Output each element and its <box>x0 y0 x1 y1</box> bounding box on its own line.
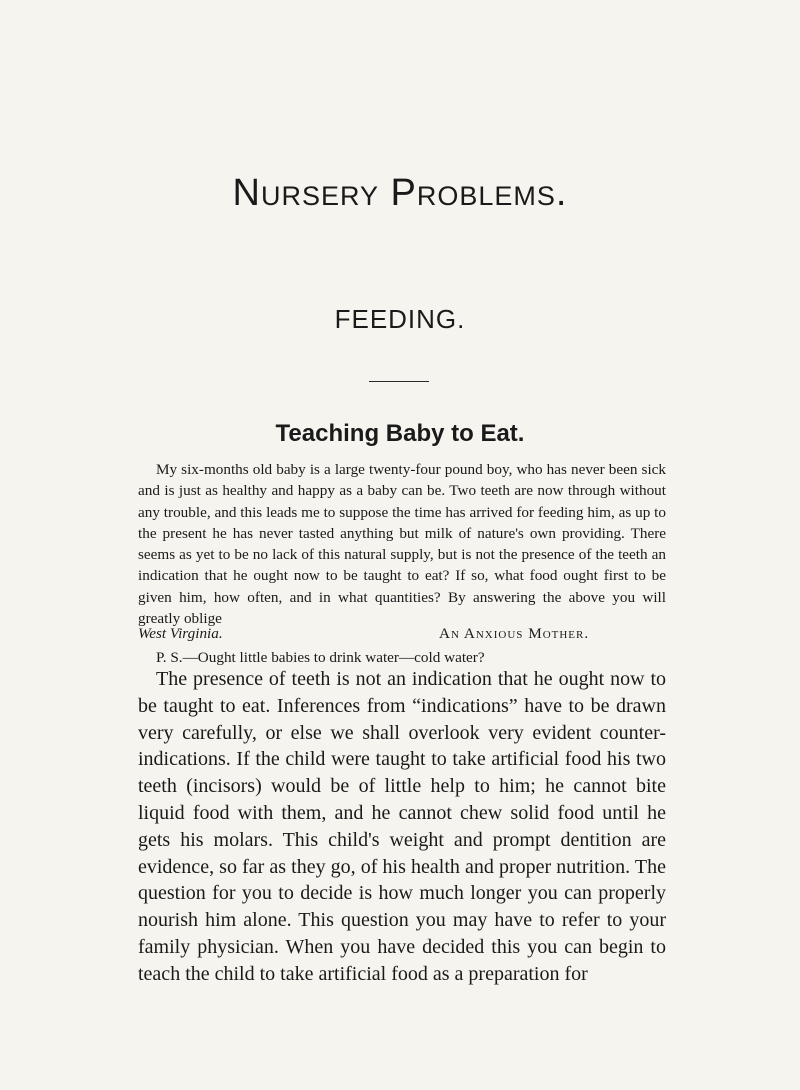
signature-name: An Anxious Mother. <box>439 625 590 642</box>
editor-reply: The presence of teeth is not an indication that he ought now to be taught to eat. Inferences from “indications” have to be drawn very carefully, or else we shall overlook very evident counter-indications. If the child were taught to take artificial food his two teeth (incisors) would be of little help to him; he cannot bite liquid food with them, and he cannot chew solid food until he gets his molars. This child's weight and prompt dentition are evidence, so far as they go, of his health and proper nutrition. The question for you to decide is how much longer you can properly nourish him alone. This question you may have to refer to your family physician. When you have decided this you can begin to teach the child to take artificial food as a preparation for <box>138 668 666 985</box>
article-title: Teaching Baby to Eat. <box>275 420 525 447</box>
letter-text: My six-months old baby is a large twenty-four pound boy, who has never been sick and is just as healthy and happy as a baby can be. Two teeth are now through without any trouble, and this leads me to suppose the time has arrived for feeding him, as up to the present he has never tasted anything but milk of nature's own providing. There seems as yet to be no lack of this natural supply, but is not the presence of the teeth an indication that he ought now to be taught to eat? If so, what food ought first to be given him, how often, and in what quantities? By answering the above you will greatly oblige <box>138 461 666 628</box>
section-heading: FEEDING. <box>334 304 466 334</box>
letter-signature <box>138 625 666 647</box>
section-divider <box>369 381 429 382</box>
reader-letter <box>138 459 666 629</box>
signature-place: West Virginia. <box>138 625 223 642</box>
book-title: Nursery Problems. <box>232 172 568 214</box>
letter-postscript: P. S.—Ought little babies to drink water—cold water? <box>156 649 485 666</box>
